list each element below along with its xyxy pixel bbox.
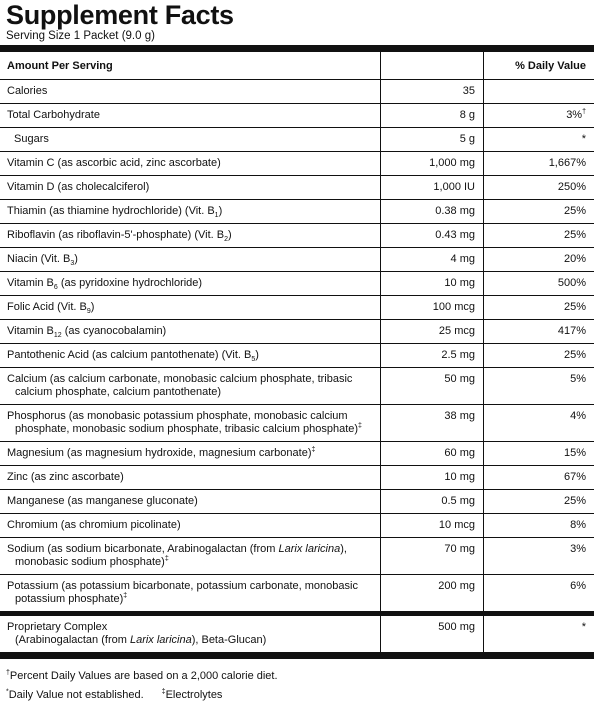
nutrient-name-line1 bbox=[14, 133, 380, 146]
dagger-text: Percent Daily Values are based on a 2,000 calorie diet. bbox=[9, 670, 278, 682]
proprietary-name-line2 bbox=[7, 634, 380, 647]
nutrient-amount: 38 mg bbox=[380, 405, 484, 441]
nutrient-name bbox=[0, 128, 380, 151]
nutrient-name-text: Chromium (as chromium picolinate) bbox=[7, 519, 181, 531]
nutrient-row bbox=[0, 272, 594, 296]
nutrient-dv-text: 25% bbox=[563, 349, 586, 361]
nutrient-amount: 1,000 mg bbox=[380, 152, 484, 175]
nutrient-daily-value bbox=[484, 128, 594, 151]
nutrient-name-text: Potassium (as potassium bicarbonate, potassium carbonate, monobasic bbox=[7, 580, 358, 592]
proprietary-line2-italic: Larix laricina bbox=[129, 634, 192, 646]
footnote-star bbox=[6, 686, 594, 705]
nutrient-name-line2 bbox=[7, 593, 380, 606]
nutrient-name bbox=[0, 320, 380, 343]
nutrient-name bbox=[0, 200, 380, 223]
nutrient-row bbox=[0, 344, 594, 368]
nutrient-name bbox=[0, 80, 380, 103]
nutrient-amount: 1,000 IU bbox=[380, 176, 484, 199]
nutrient-name-text: Riboflavin (as riboflavin-5'-phosphate) (Vit. B bbox=[7, 229, 225, 241]
nutrient-name-line1 bbox=[7, 229, 380, 242]
nutrient-name-line1 bbox=[7, 253, 380, 266]
nutrient-name-line2-text: calcium phosphate, calcium pantothenate) bbox=[15, 386, 222, 398]
nutrient-daily-value bbox=[484, 466, 594, 489]
nutrient-name-text: Manganese (as manganese gluconate) bbox=[7, 495, 198, 507]
nutrient-row bbox=[0, 224, 594, 248]
panel-title: Supplement Facts bbox=[6, 0, 234, 30]
nutrient-name-tail: (as pyridoxine hydrochloride) bbox=[57, 277, 203, 289]
nutrient-name-line1 bbox=[7, 325, 380, 338]
nutrient-name bbox=[0, 405, 380, 441]
nutrient-row bbox=[0, 575, 594, 616]
nutrient-name-mark: ‡ bbox=[123, 592, 128, 600]
nutrient-name bbox=[0, 575, 380, 611]
nutrient-amount: 50 mg bbox=[380, 368, 484, 404]
nutrient-name-line1 bbox=[7, 157, 380, 170]
nutrient-daily-value bbox=[484, 538, 594, 574]
nutrient-name-line2-text: potassium phosphate) bbox=[15, 593, 124, 605]
nutrient-name-subscript: 6 bbox=[53, 284, 58, 292]
nutrient-name bbox=[0, 104, 380, 127]
nutrient-daily-value bbox=[484, 104, 594, 127]
nutrient-daily-value bbox=[484, 272, 594, 295]
nutrient-row bbox=[0, 128, 594, 152]
footnotes bbox=[0, 659, 594, 705]
nutrient-row bbox=[0, 538, 594, 575]
nutrient-name-mark: ‡ bbox=[164, 555, 169, 563]
nutrient-name bbox=[0, 490, 380, 513]
nutrient-name-text: Zinc (as zinc ascorbate) bbox=[7, 471, 124, 483]
nutrient-name-subscript: 1 bbox=[214, 212, 219, 220]
nutrient-row bbox=[0, 248, 594, 272]
nutrient-name-tail: ) bbox=[90, 301, 95, 313]
nutrient-amount: 10 mcg bbox=[380, 514, 484, 537]
nutrient-name-line2 bbox=[7, 423, 380, 436]
proprietary-row bbox=[0, 616, 594, 659]
nutrient-name-text: Folic Acid (Vit. B bbox=[7, 301, 87, 313]
nutrient-row bbox=[0, 320, 594, 344]
ddagger-mark: ‡ bbox=[161, 688, 166, 696]
nutrient-amount: 10 mg bbox=[380, 466, 484, 489]
nutrient-name bbox=[0, 272, 380, 295]
nutrient-amount: 100 mcg bbox=[380, 296, 484, 319]
nutrient-dv-text: 417% bbox=[557, 325, 586, 337]
nutrient-dv-text: * bbox=[581, 133, 586, 145]
proprietary-name bbox=[0, 616, 380, 652]
nutrient-name bbox=[0, 224, 380, 247]
nutrient-row bbox=[0, 405, 594, 442]
nutrient-dv-text: 20% bbox=[563, 253, 586, 265]
nutrient-daily-value bbox=[484, 248, 594, 271]
nutrient-dv-text: 6% bbox=[570, 580, 586, 592]
nutrient-daily-value bbox=[484, 80, 594, 103]
proprietary-line2-a: (Arabinogalactan (from bbox=[15, 634, 130, 646]
nutrient-name-text: Pantothenic Acid (as calcium pantothenate) (Vit. B bbox=[7, 349, 252, 361]
nutrient-amount: 0.5 mg bbox=[380, 490, 484, 513]
nutrient-daily-value bbox=[484, 442, 594, 465]
nutrient-name-tail: (as cyanocobalamin) bbox=[61, 325, 167, 337]
nutrient-daily-value bbox=[484, 514, 594, 537]
nutrient-amount: 10 mg bbox=[380, 272, 484, 295]
nutrient-amount: 70 mg bbox=[380, 538, 484, 574]
nutrient-row bbox=[0, 176, 594, 200]
proprietary-name-line1: Proprietary Complex bbox=[7, 621, 108, 633]
nutrient-row bbox=[0, 490, 594, 514]
ddagger-text: Electrolytes bbox=[165, 689, 223, 701]
nutrient-row bbox=[0, 514, 594, 538]
nutrient-name-line1 bbox=[7, 580, 380, 593]
nutrient-name-italic: Larix laricina bbox=[278, 543, 341, 555]
header-amount: Amount Per Serving bbox=[7, 59, 113, 72]
nutrient-amount: 60 mg bbox=[380, 442, 484, 465]
nutrient-name-line1 bbox=[7, 349, 380, 362]
nutrient-name bbox=[0, 152, 380, 175]
nutrient-row bbox=[0, 368, 594, 405]
nutrient-name-tail: ) bbox=[218, 205, 223, 217]
nutrient-name bbox=[0, 176, 380, 199]
nutrient-name-text: Sugars bbox=[14, 133, 49, 145]
nutrient-name-line2 bbox=[7, 556, 380, 569]
nutrient-name-line1 bbox=[7, 519, 380, 532]
nutrient-name bbox=[0, 296, 380, 319]
nutrient-daily-value bbox=[484, 490, 594, 513]
header-amount-col bbox=[380, 52, 484, 79]
nutrient-daily-value bbox=[484, 405, 594, 441]
nutrient-amount: 8 g bbox=[380, 104, 484, 127]
nutrient-name-text: Vitamin B bbox=[7, 325, 54, 337]
nutrient-dv-text: 4% bbox=[570, 410, 586, 422]
nutrient-dv-text: 250% bbox=[557, 181, 586, 193]
nutrient-dv-mark: † bbox=[582, 108, 586, 116]
nutrient-dv-text: 25% bbox=[563, 301, 586, 313]
nutrient-name-text: Thiamin (as thiamine hydrochloride) (Vit. B bbox=[7, 205, 215, 217]
nutrient-name-subscript: 9 bbox=[86, 308, 91, 316]
nutrient-name-text: Calcium (as calcium carbonate, monobasic calcium phosphate, tribasic bbox=[7, 373, 353, 385]
nutrient-row bbox=[0, 466, 594, 490]
nutrient-daily-value bbox=[484, 152, 594, 175]
proprietary-line2-b: ), Beta-Glucan) bbox=[191, 634, 267, 646]
nutrient-name-text: Vitamin C (as ascorbic acid, zinc ascorbate) bbox=[7, 157, 221, 169]
nutrient-dv-text: 25% bbox=[563, 229, 586, 241]
nutrient-row bbox=[0, 442, 594, 466]
nutrient-name-text: Vitamin D (as cholecalciferol) bbox=[7, 181, 150, 193]
nutrient-dv-text: 5% bbox=[570, 373, 586, 385]
nutrient-daily-value bbox=[484, 200, 594, 223]
nutrient-daily-value bbox=[484, 344, 594, 367]
nutrient-name-text: Total Carbohydrate bbox=[7, 109, 100, 121]
dagger-mark: † bbox=[6, 669, 10, 677]
nutrient-name-text: Magnesium (as magnesium hydroxide, magnesium carbonate) bbox=[7, 447, 312, 459]
nutrient-amount: 35 bbox=[380, 80, 484, 103]
star-mark: * bbox=[6, 688, 9, 696]
nutrient-rows bbox=[0, 80, 594, 616]
nutrient-row bbox=[0, 296, 594, 320]
nutrient-name-subscript: 3 bbox=[70, 260, 75, 268]
proprietary-amount: 500 mg bbox=[380, 616, 484, 652]
nutrient-name-subscript: 12 bbox=[53, 332, 62, 340]
nutrient-name bbox=[0, 368, 380, 404]
nutrient-name bbox=[0, 514, 380, 537]
thick-divider bbox=[0, 45, 594, 52]
nutrient-row bbox=[0, 200, 594, 224]
nutrient-name-text: Vitamin B bbox=[7, 277, 54, 289]
nutrient-name-line1 bbox=[7, 471, 380, 484]
serving-size: Serving Size 1 Packet (9.0 g) bbox=[6, 30, 155, 42]
nutrient-name-line1 bbox=[7, 109, 380, 122]
footnote-dagger bbox=[6, 667, 594, 686]
nutrient-name-line2 bbox=[7, 386, 380, 399]
star-text: Daily Value not established. bbox=[8, 689, 144, 701]
nutrient-name-line2-text: monobasic sodium phosphate) bbox=[15, 556, 165, 568]
nutrient-name-mark: ‡ bbox=[358, 422, 362, 430]
nutrient-daily-value bbox=[484, 320, 594, 343]
nutrient-name-line1 bbox=[7, 205, 380, 218]
nutrient-name-subscript: 5 bbox=[251, 356, 256, 364]
nutrient-amount: 0.38 mg bbox=[380, 200, 484, 223]
nutrient-name-line1 bbox=[7, 495, 380, 508]
table-header bbox=[0, 52, 594, 80]
nutrient-dv-text: 25% bbox=[563, 205, 586, 217]
nutrient-name bbox=[0, 538, 380, 574]
nutrient-name-text: Calories bbox=[7, 85, 48, 97]
nutrient-name-line1 bbox=[7, 301, 380, 314]
nutrient-name-line1 bbox=[7, 181, 380, 194]
nutrient-name-line1 bbox=[7, 447, 380, 460]
nutrient-amount: 25 mcg bbox=[380, 320, 484, 343]
nutrient-name-line1 bbox=[7, 277, 380, 290]
nutrient-name-tail: ) bbox=[228, 229, 232, 241]
nutrient-daily-value bbox=[484, 296, 594, 319]
nutrient-amount: 200 mg bbox=[380, 575, 484, 611]
nutrient-name-text: Niacin (Vit. B bbox=[7, 253, 71, 265]
nutrient-name-tail: ) bbox=[255, 349, 259, 361]
nutrient-dv-text: 15% bbox=[563, 447, 586, 459]
nutrient-name-line2-text: phosphate, monobasic sodium phosphate, tribasic calcium phosphate) bbox=[15, 423, 359, 435]
nutrient-name-tail: ), bbox=[340, 543, 347, 555]
nutrient-dv-text: 67% bbox=[563, 471, 586, 483]
nutrient-name-subscript: 2 bbox=[224, 236, 229, 244]
nutrient-dv-text: 1,667% bbox=[548, 157, 586, 169]
nutrient-name-line1 bbox=[7, 373, 380, 386]
nutrient-amount: 2.5 mg bbox=[380, 344, 484, 367]
nutrient-name-text: Phosphorus (as monobasic potassium phosphate, monobasic calcium bbox=[7, 410, 348, 422]
nutrient-dv-text: 3% bbox=[570, 543, 586, 555]
nutrient-daily-value bbox=[484, 575, 594, 611]
nutrient-daily-value bbox=[484, 224, 594, 247]
nutrient-name-tail: ) bbox=[74, 253, 78, 265]
nutrient-daily-value bbox=[484, 368, 594, 404]
nutrient-name-line1 bbox=[7, 543, 380, 556]
nutrient-name bbox=[0, 442, 380, 465]
nutrient-amount: 5 g bbox=[380, 128, 484, 151]
nutrient-dv-text: 500% bbox=[557, 277, 586, 289]
proprietary-dv: * bbox=[581, 621, 586, 633]
nutrient-amount: 0.43 mg bbox=[380, 224, 484, 247]
nutrient-name bbox=[0, 248, 380, 271]
nutrient-row bbox=[0, 152, 594, 176]
nutrient-name bbox=[0, 466, 380, 489]
nutrient-daily-value bbox=[484, 176, 594, 199]
header-daily-value: % Daily Value bbox=[515, 59, 586, 72]
nutrient-row bbox=[0, 80, 594, 104]
nutrient-amount: 4 mg bbox=[380, 248, 484, 271]
nutrient-dv-text: 8% bbox=[570, 519, 586, 531]
nutrient-row bbox=[0, 104, 594, 128]
nutrient-name-line1 bbox=[7, 410, 380, 423]
nutrient-dv-text: 3% bbox=[566, 109, 583, 121]
nutrient-name-mark: ‡ bbox=[311, 446, 316, 454]
nutrient-name bbox=[0, 344, 380, 367]
nutrient-name-line1 bbox=[7, 85, 380, 98]
nutrient-dv-text: 25% bbox=[563, 495, 586, 507]
nutrient-name-text: Sodium (as sodium bicarbonate, Arabinogalactan (from bbox=[7, 543, 279, 555]
